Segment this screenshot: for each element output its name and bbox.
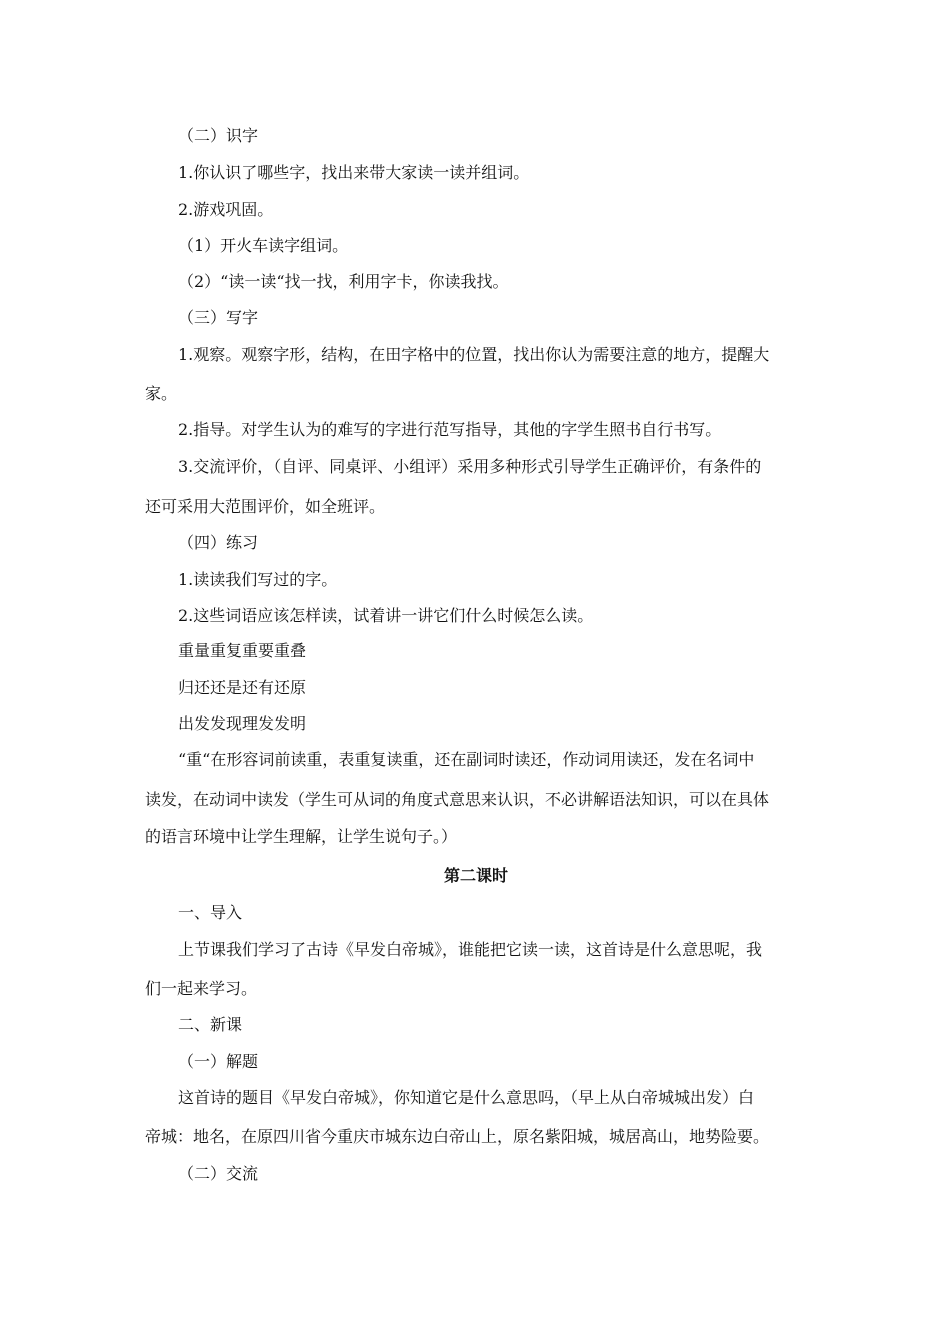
paragraph: 3.交流评价，（自评、同桌评、小组评）采用多种形式引导学生正确评价，有条件的 bbox=[178, 457, 762, 476]
word-list: 重量重复重要重叠 bbox=[178, 641, 307, 660]
subsection-title: （一）解题 bbox=[178, 1052, 259, 1071]
paragraph: 1.你认识了哪些字，找出来带大家读一读并组词。 bbox=[178, 163, 530, 182]
paragraph-continuation: 还可采用大范围评价，如全班评。 bbox=[145, 497, 386, 516]
paragraph: 2.游戏巩固。 bbox=[178, 200, 274, 219]
paragraph: 2.这些词语应该怎样读，试着讲一讲它们什么时候怎么读。 bbox=[178, 606, 594, 625]
paragraph: 1.读读我们写过的字。 bbox=[178, 570, 338, 589]
paragraph: 上节课我们学习了古诗《早发白帝城》，谁能把它读一读，这首诗是什么意思呢，我 bbox=[178, 940, 763, 959]
paragraph-continuation: 们一起来学习。 bbox=[145, 979, 258, 998]
lesson-heading: 第二课时 bbox=[444, 866, 509, 885]
word-list: 归还还是还有还原 bbox=[178, 678, 307, 697]
subsection-title: （二）交流 bbox=[178, 1164, 259, 1183]
paragraph-continuation: 的语言环境中让学生理解，让学生说句子。） bbox=[145, 827, 458, 846]
paragraph-continuation: 读发，在动词中读发（学生可从词的角度式意思来认识，不必讲解语法知识，可以在具体 bbox=[145, 790, 770, 809]
section-title-practice: （四）练习 bbox=[178, 533, 259, 552]
paragraph: （2）“读一读“找一找，利用字卡，你读我找。 bbox=[178, 272, 509, 291]
section-title-new-lesson: 二、新课 bbox=[178, 1015, 243, 1034]
section-title-writing: （三）写字 bbox=[178, 308, 259, 327]
paragraph-continuation: 家。 bbox=[145, 384, 178, 403]
word-list: 出发发现理发发明 bbox=[178, 714, 307, 733]
paragraph-continuation: 帝城：地名，在原四川省今重庆市城东边白帝山上，原名紫阳城，城居高山，地势险要。 bbox=[145, 1127, 770, 1146]
paragraph: （1）开火车读字组词。 bbox=[178, 236, 349, 255]
paragraph: 2.指导。对学生认为的难写的字进行范写指导，其他的字学生照书自行书写。 bbox=[178, 420, 722, 439]
paragraph: “重“在形容词前读重，表重复读重，还在副词时读还，作动词用读还，发在名词中 bbox=[178, 750, 755, 769]
paragraph: 这首诗的题目《早发白帝城》，你知道它是什么意思吗，（早上从白帝城城出发）白 bbox=[178, 1088, 755, 1107]
section-title-literacy: （二）识字 bbox=[178, 126, 259, 145]
section-title-intro: 一、导入 bbox=[178, 903, 243, 922]
paragraph: 1.观察。观察字形，结构，在田字格中的位置，找出你认为需要注意的地方，提醒大 bbox=[178, 345, 770, 364]
